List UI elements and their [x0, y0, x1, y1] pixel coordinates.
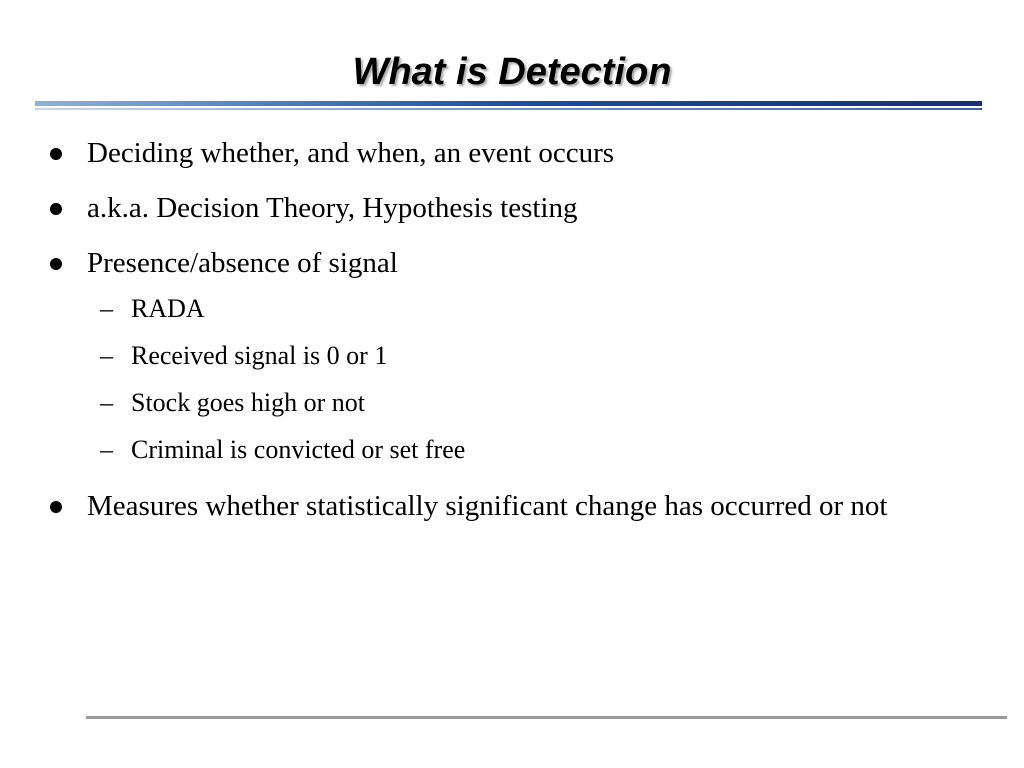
sub-bullet-text: RADA: [131, 294, 205, 323]
sub-bullet-text: Received signal is 0 or 1: [131, 341, 388, 370]
sub-bullet-dash: –: [100, 388, 113, 417]
sub-bullet-text: Stock goes high or not: [131, 388, 365, 417]
bullet-text: Measures whether statistically significant change has occurred or not: [87, 490, 888, 522]
bullet-text: a.k.a. Decision Theory, Hypothesis testing: [87, 192, 578, 224]
bullet-dot-icon: [50, 258, 62, 270]
title-divider-thick-line: [35, 101, 982, 106]
title-divider: [35, 101, 982, 110]
sub-bullet-dash: –: [100, 294, 113, 323]
sub-bullet-dash: –: [100, 341, 113, 370]
bullet-dot-icon: [50, 203, 62, 215]
bullet-dot-icon: [50, 148, 62, 160]
title-divider-thin-line: [35, 108, 982, 110]
bullet-text: Presence/absence of signal: [87, 247, 398, 279]
footer-divider: [86, 716, 1007, 719]
slide-title: What is Detection: [352, 51, 672, 93]
bullet-text: Deciding whether, and when, an event occurs: [87, 137, 615, 169]
bullet-dot-icon: [50, 501, 62, 513]
sub-bullet-dash: –: [100, 435, 113, 464]
sub-bullet-text: Criminal is convicted or set free: [131, 435, 466, 464]
